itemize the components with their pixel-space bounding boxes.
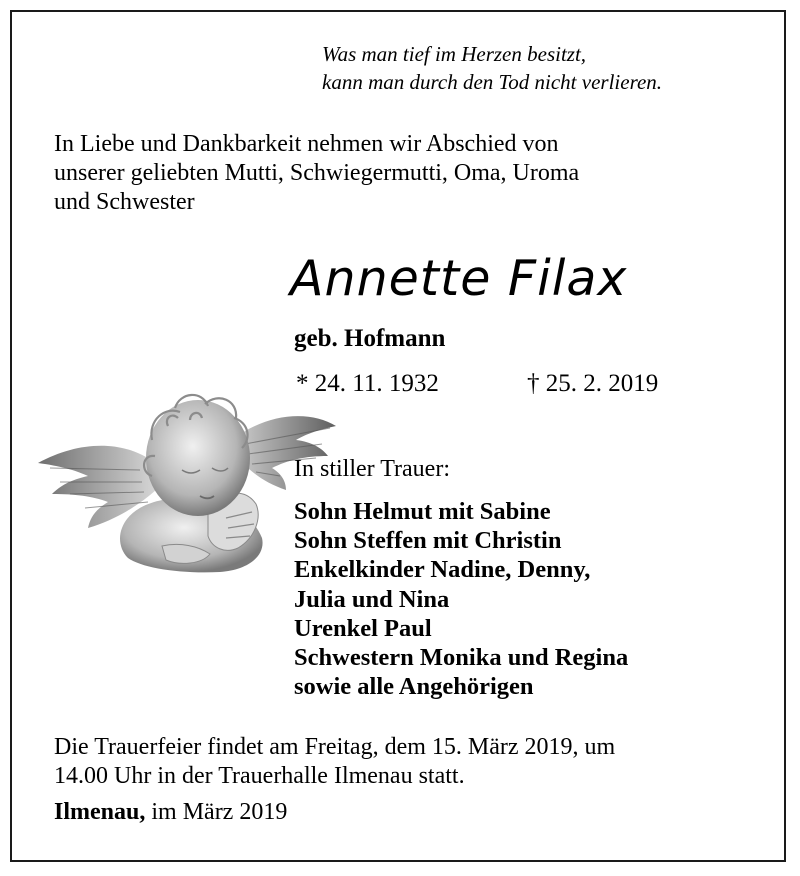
ceremony-line: 14.00 Uhr in der Trauerhalle Ilmenau statt. (54, 763, 465, 789)
mourner-item: Schwestern Monika und Regina (294, 644, 629, 672)
death-date: † 25. 2. 2019 (527, 370, 659, 397)
ceremony-line: Die Trauerfeier findet am Freitag, dem 15. März 2019, um (54, 734, 616, 760)
mourner-item: sowie alle Angehörigen (294, 673, 534, 701)
birth-date: * 24. 11. 1932 (296, 370, 439, 397)
intro-line: und Schwester (54, 189, 195, 215)
notice-date: im März 2019 (151, 799, 288, 825)
mourner-item: Enkelkinder Nadine, Denny, (294, 556, 591, 584)
place-date (54, 799, 287, 826)
intro-text (54, 130, 754, 217)
mourning-heading: In stiller Trauer: (294, 456, 450, 482)
mourner-item: Urenkel Paul (294, 614, 432, 642)
quote-line: kann man durch den Tod nicht verlieren. (322, 70, 663, 94)
quote-line: Was man tief im Herzen besitzt, (322, 42, 587, 66)
mourners-list (294, 497, 628, 701)
birth-name: geb. Hofmann (294, 325, 446, 352)
mourner-item: Julia und Nina (294, 585, 450, 613)
intro-line: unserer geliebten Mutti, Schwiegermutti, Oma, Uroma (54, 160, 580, 186)
place-name: Ilmenau, (54, 799, 146, 825)
deceased-name: Annette Filax (290, 250, 628, 307)
intro-line: In Liebe und Dankbarkeit nehmen wir Abschied von (54, 131, 559, 157)
ceremony-text (54, 733, 774, 791)
memorial-quote (322, 40, 662, 96)
mourner-item: Sohn Steffen mit Christin (294, 527, 562, 555)
mourner-item: Sohn Helmut mit Sabine (294, 498, 551, 525)
